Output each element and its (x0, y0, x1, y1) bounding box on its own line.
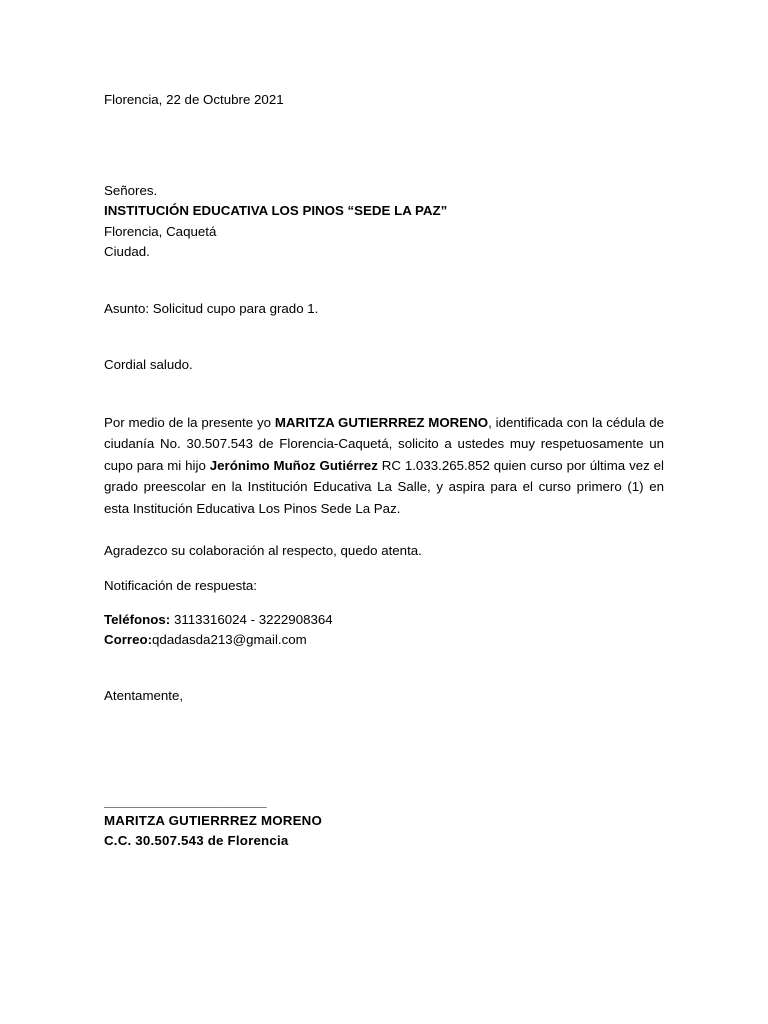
email-value[interactable]: qdadasda213@gmail.com (152, 632, 307, 647)
spacer (104, 376, 664, 412)
spacer (104, 562, 664, 576)
spacer (104, 519, 664, 541)
signature-id: C.C. 30.507.543 de Florencia (104, 832, 289, 848)
spacer (104, 111, 664, 181)
phones-line (104, 610, 664, 630)
contact-block (104, 610, 664, 650)
child-name: Jerónimo Muñoz Gutiérrez (209, 457, 378, 473)
spacer (104, 263, 664, 299)
email-line (104, 630, 664, 650)
subject-line: Asunto: Solicitud cupo para grado 1. (104, 300, 319, 316)
spacer (104, 650, 664, 686)
sign-off: Atentamente, (104, 688, 184, 703)
spacer (104, 596, 664, 610)
recipient-organization: INSTITUCIÓN EDUCATIVA LOS PINOS “SEDE LA PAZ” (104, 203, 448, 218)
recipient-locality: Ciudad. (104, 244, 150, 259)
recipient-city: Florencia, Caquetá (104, 223, 217, 239)
phones-label: Teléfonos: (104, 612, 171, 627)
recipient-salutation: Señores. (104, 182, 158, 198)
closing-thanks: Agradezco su colaboración al respecto, quedo atenta. (104, 543, 422, 558)
signature-space (104, 707, 664, 795)
phones-value: 3113316024 - 3222908364 (170, 612, 333, 627)
greeting-line: Cordial saludo. (104, 357, 193, 372)
body-paragraph (104, 412, 664, 520)
date-line: Florencia, 22 de Octubre 2021 (104, 92, 284, 107)
signature-name: MARITZA GUTIERRREZ MORENO (104, 812, 322, 828)
email-label: Correo: (104, 632, 153, 647)
signature-rule: ______________________ (104, 793, 267, 809)
recipient-block (104, 181, 664, 263)
body-lead-in: Por medio de la presente yo (104, 414, 275, 430)
signature-block (104, 795, 664, 851)
body-after-child: RC 1.033.265.852 quien curso por última vez el grado preescolar en la Institución Educativa La Salle, y aspira para el curso primero (1) en esta Institución Educativa Los Pinos Sede La Paz. (104, 457, 664, 516)
notification-header: Notificación de respuesta: (104, 577, 257, 593)
spacer (104, 319, 664, 355)
applicant-name: MARITZA GUTIERRREZ MORENO (274, 414, 489, 430)
body-after-name: , identificada con la cédula de ciudanía No. 30.507.543 de Florencia-Caquetá, solicito a ustedes muy respetuosamente un cupo para mi hijo (104, 414, 664, 473)
